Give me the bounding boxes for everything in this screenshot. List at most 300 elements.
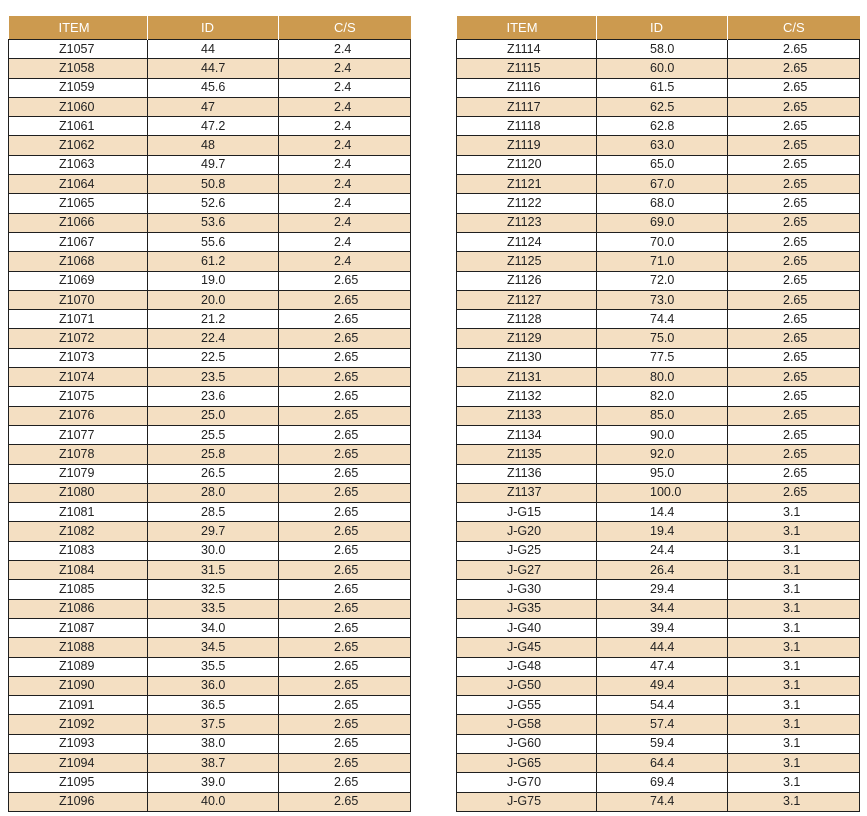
parts-table-right <box>456 16 860 812</box>
cell-id: 45.6 <box>148 78 279 97</box>
table-row <box>9 561 411 580</box>
table-row <box>457 561 860 580</box>
table-row <box>457 97 860 116</box>
cell-id: 20.0 <box>148 290 279 309</box>
table-row <box>9 599 411 618</box>
cell-cs: 2.65 <box>728 136 860 155</box>
table-row <box>457 271 860 290</box>
cell-id: 95.0 <box>597 464 728 483</box>
cell-id: 63.0 <box>597 136 728 155</box>
cell-cs: 3.1 <box>728 638 860 657</box>
cell-item: Z1064 <box>9 175 148 194</box>
cell-id: 34.0 <box>148 618 279 637</box>
table-row <box>9 580 411 599</box>
table-row <box>9 40 411 59</box>
cell-id: 23.5 <box>148 368 279 387</box>
cell-cs: 2.65 <box>728 117 860 136</box>
cell-cs: 2.65 <box>728 59 860 78</box>
cell-item: J-G60 <box>457 734 597 753</box>
cell-cs: 2.65 <box>728 271 860 290</box>
cell-id: 34.5 <box>148 638 279 657</box>
cell-item: J-G35 <box>457 599 597 618</box>
cell-item: Z1067 <box>9 232 148 251</box>
table-row <box>9 541 411 560</box>
cell-cs: 2.65 <box>728 194 860 213</box>
cell-item: Z1121 <box>457 175 597 194</box>
cell-cs: 2.65 <box>279 676 411 695</box>
cell-cs: 2.4 <box>279 97 411 116</box>
cell-id: 38.7 <box>148 753 279 772</box>
table-row <box>457 232 860 251</box>
table-row <box>457 290 860 309</box>
cell-cs: 3.1 <box>728 657 860 676</box>
cell-cs: 2.65 <box>279 541 411 560</box>
cell-item: Z1076 <box>9 406 148 425</box>
cell-cs: 2.65 <box>728 329 860 348</box>
cell-cs: 2.65 <box>728 252 860 271</box>
cell-cs: 3.1 <box>728 503 860 522</box>
cell-cs: 2.65 <box>728 232 860 251</box>
cell-id: 44.7 <box>148 59 279 78</box>
cell-id: 75.0 <box>597 329 728 348</box>
column-header-item: ITEM <box>457 16 597 40</box>
cell-item: Z1062 <box>9 136 148 155</box>
cell-id: 35.5 <box>148 657 279 676</box>
cell-item: Z1073 <box>9 348 148 367</box>
table-row <box>9 155 411 174</box>
table-row <box>9 522 411 541</box>
cell-cs: 2.65 <box>279 599 411 618</box>
table-row <box>457 329 860 348</box>
cell-item: J-G50 <box>457 676 597 695</box>
cell-id: 57.4 <box>597 715 728 734</box>
cell-cs: 2.65 <box>279 657 411 676</box>
table-row <box>9 290 411 309</box>
cell-cs: 2.4 <box>279 59 411 78</box>
cell-cs: 2.65 <box>279 406 411 425</box>
cell-item: Z1137 <box>457 483 597 502</box>
cell-item: Z1091 <box>9 696 148 715</box>
table-row <box>9 638 411 657</box>
cell-item: Z1128 <box>457 310 597 329</box>
table-row <box>9 59 411 78</box>
cell-cs: 3.1 <box>728 696 860 715</box>
cell-item: J-G58 <box>457 715 597 734</box>
table-header-row <box>457 16 860 40</box>
cell-item: J-G25 <box>457 541 597 560</box>
cell-item: Z1071 <box>9 310 148 329</box>
table-row <box>457 696 860 715</box>
cell-item: Z1075 <box>9 387 148 406</box>
cell-cs: 2.65 <box>728 387 860 406</box>
cell-id: 77.5 <box>597 348 728 367</box>
cell-item: Z1070 <box>9 290 148 309</box>
cell-id: 85.0 <box>597 406 728 425</box>
cell-item: Z1117 <box>457 97 597 116</box>
table-row <box>9 387 411 406</box>
cell-id: 47.4 <box>597 657 728 676</box>
cell-id: 19.0 <box>148 271 279 290</box>
cell-cs: 3.1 <box>728 580 860 599</box>
cell-id: 100.0 <box>597 483 728 502</box>
table-row <box>9 406 411 425</box>
cell-item: Z1072 <box>9 329 148 348</box>
cell-cs: 2.4 <box>279 155 411 174</box>
cell-id: 92.0 <box>597 445 728 464</box>
cell-id: 62.8 <box>597 117 728 136</box>
cell-cs: 3.1 <box>728 522 860 541</box>
table-row <box>457 117 860 136</box>
cell-id: 61.5 <box>597 78 728 97</box>
cell-item: Z1115 <box>457 59 597 78</box>
cell-item: J-G75 <box>457 792 597 811</box>
cell-item: Z1116 <box>457 78 597 97</box>
cell-id: 82.0 <box>597 387 728 406</box>
cell-item: Z1074 <box>9 368 148 387</box>
table-row <box>457 213 860 232</box>
cell-id: 25.5 <box>148 425 279 444</box>
cell-item: Z1131 <box>457 368 597 387</box>
cell-cs: 2.65 <box>279 773 411 792</box>
cell-item: Z1087 <box>9 618 148 637</box>
table-row <box>457 753 860 772</box>
cell-item: Z1077 <box>9 425 148 444</box>
table-row <box>9 213 411 232</box>
cell-item: Z1135 <box>457 445 597 464</box>
cell-cs: 3.1 <box>728 618 860 637</box>
cell-item: Z1086 <box>9 599 148 618</box>
cell-cs: 2.65 <box>279 348 411 367</box>
column-header-id: ID <box>597 16 728 40</box>
column-header-item: ITEM <box>9 16 148 40</box>
cell-item: Z1061 <box>9 117 148 136</box>
table-row <box>457 310 860 329</box>
cell-id: 26.4 <box>597 561 728 580</box>
table-row <box>9 348 411 367</box>
cell-id: 22.4 <box>148 329 279 348</box>
cell-id: 24.4 <box>597 541 728 560</box>
cell-cs: 2.65 <box>279 734 411 753</box>
table-row <box>457 425 860 444</box>
cell-id: 54.4 <box>597 696 728 715</box>
cell-cs: 2.4 <box>279 40 411 59</box>
cell-item: Z1080 <box>9 483 148 502</box>
cell-item: Z1078 <box>9 445 148 464</box>
table-row <box>457 136 860 155</box>
cell-cs: 2.65 <box>279 696 411 715</box>
cell-id: 44 <box>148 40 279 59</box>
cell-cs: 3.1 <box>728 773 860 792</box>
cell-cs: 3.1 <box>728 715 860 734</box>
table-row <box>9 445 411 464</box>
cell-item: Z1125 <box>457 252 597 271</box>
cell-cs: 3.1 <box>728 561 860 580</box>
cell-cs: 2.65 <box>728 464 860 483</box>
cell-id: 90.0 <box>597 425 728 444</box>
cell-id: 71.0 <box>597 252 728 271</box>
cell-cs: 2.65 <box>728 213 860 232</box>
cell-id: 64.4 <box>597 753 728 772</box>
cell-cs: 2.65 <box>279 445 411 464</box>
cell-id: 37.5 <box>148 715 279 734</box>
cell-cs: 2.65 <box>728 368 860 387</box>
cell-item: Z1083 <box>9 541 148 560</box>
cell-item: Z1132 <box>457 387 597 406</box>
cell-cs: 2.65 <box>279 580 411 599</box>
cell-item: J-G27 <box>457 561 597 580</box>
cell-id: 25.0 <box>148 406 279 425</box>
cell-cs: 3.1 <box>728 676 860 695</box>
cell-item: Z1063 <box>9 155 148 174</box>
cell-item: Z1129 <box>457 329 597 348</box>
table-row <box>457 387 860 406</box>
cell-item: Z1059 <box>9 78 148 97</box>
cell-item: Z1079 <box>9 464 148 483</box>
table-row <box>9 464 411 483</box>
table-row <box>9 271 411 290</box>
cell-cs: 2.65 <box>279 425 411 444</box>
table-row <box>457 464 860 483</box>
cell-id: 28.0 <box>148 483 279 502</box>
table-row <box>457 503 860 522</box>
table-body-left <box>9 40 411 812</box>
table-row <box>9 773 411 792</box>
table-row <box>9 696 411 715</box>
cell-id: 19.4 <box>597 522 728 541</box>
table-row <box>9 232 411 251</box>
cell-cs: 3.1 <box>728 599 860 618</box>
table-row <box>457 618 860 637</box>
table-row <box>9 792 411 811</box>
cell-cs: 2.65 <box>279 638 411 657</box>
cell-id: 62.5 <box>597 97 728 116</box>
cell-item: Z1081 <box>9 503 148 522</box>
table-row <box>9 78 411 97</box>
cell-item: Z1058 <box>9 59 148 78</box>
table-row <box>457 734 860 753</box>
table-row <box>9 175 411 194</box>
cell-id: 49.4 <box>597 676 728 695</box>
cell-id: 68.0 <box>597 194 728 213</box>
table-header-row <box>9 16 411 40</box>
cell-id: 60.0 <box>597 59 728 78</box>
table-row <box>9 136 411 155</box>
cell-id: 39.4 <box>597 618 728 637</box>
cell-id: 74.4 <box>597 792 728 811</box>
table-row <box>457 406 860 425</box>
cell-item: Z1127 <box>457 290 597 309</box>
table-row <box>9 676 411 695</box>
cell-item: Z1082 <box>9 522 148 541</box>
cell-cs: 2.4 <box>279 117 411 136</box>
table-row <box>457 657 860 676</box>
table-row <box>9 618 411 637</box>
cell-cs: 3.1 <box>728 792 860 811</box>
cell-id: 47.2 <box>148 117 279 136</box>
cell-cs: 2.65 <box>279 310 411 329</box>
column-header-cs: C/S <box>728 16 860 40</box>
cell-cs: 2.65 <box>728 78 860 97</box>
cell-cs: 2.65 <box>279 329 411 348</box>
cell-cs: 2.65 <box>728 97 860 116</box>
cell-item: Z1088 <box>9 638 148 657</box>
cell-item: Z1095 <box>9 773 148 792</box>
cell-id: 29.4 <box>597 580 728 599</box>
cell-item: Z1114 <box>457 40 597 59</box>
cell-item: Z1118 <box>457 117 597 136</box>
cell-item: Z1090 <box>9 676 148 695</box>
cell-id: 47 <box>148 97 279 116</box>
cell-id: 23.6 <box>148 387 279 406</box>
cell-id: 21.2 <box>148 310 279 329</box>
table-row <box>457 175 860 194</box>
cell-id: 29.7 <box>148 522 279 541</box>
cell-cs: 2.65 <box>279 290 411 309</box>
table-row <box>9 368 411 387</box>
cell-cs: 2.65 <box>279 483 411 502</box>
cell-item: Z1119 <box>457 136 597 155</box>
table-row <box>457 252 860 271</box>
cell-cs: 3.1 <box>728 734 860 753</box>
cell-id: 58.0 <box>597 40 728 59</box>
table-row <box>457 773 860 792</box>
cell-id: 32.5 <box>148 580 279 599</box>
cell-cs: 2.65 <box>279 792 411 811</box>
cell-item: J-G70 <box>457 773 597 792</box>
table-row <box>457 59 860 78</box>
cell-cs: 2.4 <box>279 194 411 213</box>
cell-id: 38.0 <box>148 734 279 753</box>
cell-cs: 2.65 <box>728 406 860 425</box>
cell-cs: 2.4 <box>279 232 411 251</box>
cell-id: 55.6 <box>148 232 279 251</box>
cell-item: Z1085 <box>9 580 148 599</box>
cell-id: 48 <box>148 136 279 155</box>
cell-id: 67.0 <box>597 175 728 194</box>
cell-id: 14.4 <box>597 503 728 522</box>
table-row <box>9 310 411 329</box>
cell-item: J-G45 <box>457 638 597 657</box>
cell-id: 33.5 <box>148 599 279 618</box>
cell-id: 28.5 <box>148 503 279 522</box>
cell-cs: 2.65 <box>728 310 860 329</box>
cell-item: Z1122 <box>457 194 597 213</box>
cell-id: 40.0 <box>148 792 279 811</box>
table-row <box>9 503 411 522</box>
table-row <box>457 348 860 367</box>
cell-id: 70.0 <box>597 232 728 251</box>
cell-item: Z1094 <box>9 753 148 772</box>
table-row <box>457 40 860 59</box>
cell-cs: 2.65 <box>279 387 411 406</box>
cell-cs: 2.65 <box>728 348 860 367</box>
cell-item: Z1065 <box>9 194 148 213</box>
cell-cs: 2.65 <box>279 715 411 734</box>
cell-cs: 2.4 <box>279 78 411 97</box>
cell-item: Z1066 <box>9 213 148 232</box>
cell-item: Z1120 <box>457 155 597 174</box>
cell-item: J-G20 <box>457 522 597 541</box>
cell-cs: 2.65 <box>279 368 411 387</box>
cell-item: Z1096 <box>9 792 148 811</box>
cell-item: Z1124 <box>457 232 597 251</box>
cell-id: 39.0 <box>148 773 279 792</box>
cell-id: 69.4 <box>597 773 728 792</box>
table-row <box>457 715 860 734</box>
cell-cs: 2.4 <box>279 252 411 271</box>
cell-item: J-G65 <box>457 753 597 772</box>
cell-item: Z1126 <box>457 271 597 290</box>
cell-cs: 2.65 <box>279 753 411 772</box>
table-row <box>9 753 411 772</box>
cell-item: Z1134 <box>457 425 597 444</box>
cell-id: 72.0 <box>597 271 728 290</box>
table-row <box>457 541 860 560</box>
cell-cs: 3.1 <box>728 541 860 560</box>
cell-id: 25.8 <box>148 445 279 464</box>
cell-item: Z1068 <box>9 252 148 271</box>
cell-cs: 2.65 <box>728 445 860 464</box>
cell-id: 73.0 <box>597 290 728 309</box>
cell-item: Z1123 <box>457 213 597 232</box>
cell-id: 34.4 <box>597 599 728 618</box>
table-row <box>9 715 411 734</box>
table-row <box>9 329 411 348</box>
cell-item: Z1060 <box>9 97 148 116</box>
cell-id: 59.4 <box>597 734 728 753</box>
cell-cs: 2.65 <box>279 503 411 522</box>
cell-item: J-G30 <box>457 580 597 599</box>
cell-id: 36.0 <box>148 676 279 695</box>
cell-id: 26.5 <box>148 464 279 483</box>
cell-cs: 2.65 <box>728 40 860 59</box>
cell-cs: 2.65 <box>279 271 411 290</box>
table-row <box>457 483 860 502</box>
cell-item: Z1092 <box>9 715 148 734</box>
cell-item: J-G48 <box>457 657 597 676</box>
cell-cs: 2.65 <box>279 464 411 483</box>
table-row <box>9 734 411 753</box>
cell-id: 53.6 <box>148 213 279 232</box>
cell-item: J-G55 <box>457 696 597 715</box>
table-row <box>457 599 860 618</box>
cell-item: Z1057 <box>9 40 148 59</box>
table-row <box>457 445 860 464</box>
cell-item: J-G15 <box>457 503 597 522</box>
cell-id: 74.4 <box>597 310 728 329</box>
cell-item: Z1136 <box>457 464 597 483</box>
cell-cs: 2.4 <box>279 213 411 232</box>
cell-id: 69.0 <box>597 213 728 232</box>
table-row <box>457 78 860 97</box>
cell-cs: 2.4 <box>279 175 411 194</box>
table-row <box>457 676 860 695</box>
column-header-id: ID <box>148 16 279 40</box>
cell-item: Z1089 <box>9 657 148 676</box>
cell-cs: 2.65 <box>728 483 860 502</box>
cell-cs: 2.65 <box>279 522 411 541</box>
parts-table-left <box>8 16 411 812</box>
table-row <box>457 194 860 213</box>
cell-item: Z1133 <box>457 406 597 425</box>
cell-item: Z1093 <box>9 734 148 753</box>
table-row <box>457 792 860 811</box>
cell-cs: 2.65 <box>728 290 860 309</box>
table-row <box>9 425 411 444</box>
table-row <box>9 194 411 213</box>
column-header-cs: C/S <box>279 16 411 40</box>
cell-cs: 2.65 <box>728 175 860 194</box>
